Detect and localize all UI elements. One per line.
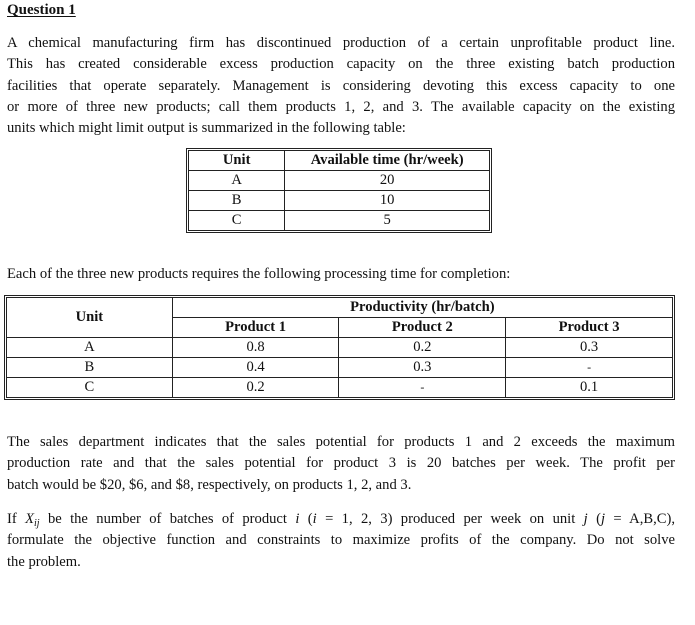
intro-paragraph (7, 33, 675, 139)
intro-line: facilities that operate separately. Management is considering devoting this excess capacity to one (7, 77, 675, 94)
table-header-row (189, 151, 490, 171)
unit-cell: B (189, 191, 285, 211)
task-line: the problem. (7, 553, 81, 570)
task-line: formulate the objective function and constraints to maximize profits of the company. Do not solve (7, 532, 675, 549)
table-row (189, 191, 490, 211)
time-cell: 10 (285, 191, 490, 211)
variable-i: i (312, 511, 317, 527)
unit-cell: B (7, 358, 173, 378)
productivity-table (6, 297, 673, 398)
table-row (189, 211, 490, 231)
intro-line: or more of three new products; call them products 1, 2, and 3. The available capacity on the existing (7, 98, 675, 115)
value-cell: 0.1 (506, 378, 673, 398)
variable-x: X (25, 511, 35, 527)
value-cell: 0.3 (506, 338, 673, 358)
product-2-header: Product 2 (339, 318, 506, 338)
sales-line: production rate and that the sales potential for product 3 is 20 batches per week. The profit per (7, 455, 675, 472)
text-fragment: = 1, 2, 3) produced per week on unit (316, 511, 584, 527)
available-time-header: Available time (hr/week) (285, 151, 490, 171)
value-cell: 0.8 (172, 338, 339, 358)
product-1-header: Product 1 (172, 318, 339, 338)
value-cell: 0.3 (339, 358, 506, 378)
variable-j: j (600, 511, 606, 527)
variable-i: i (295, 511, 300, 527)
time-cell: 5 (285, 211, 490, 231)
intro-line: units which might limit output is summarized in the following table: (7, 120, 406, 137)
table-row (7, 338, 673, 358)
value-cell: 0.2 (172, 378, 339, 398)
task-line (7, 509, 675, 530)
variable-subscript: ij (34, 518, 40, 529)
unit-cell: C (189, 211, 285, 231)
sales-line: The sales department indicates that the sales potential for products 1 and 2 exceeds the maximum (7, 434, 675, 450)
unit-cell: A (7, 338, 173, 358)
question-heading: Question 1 (7, 2, 76, 18)
unit-cell: A (189, 171, 285, 191)
productivity-group-header: Productivity (hr/batch) (172, 298, 672, 318)
intro-line: This has created considerable excess production capacity on the three existing batch production (7, 56, 675, 73)
table-row (7, 378, 673, 398)
processing-paragraph: Each of the three new products requires the following processing time for completion: (7, 266, 511, 282)
sales-line: batch would be $20, $6, and $8, respectively, on products 1, 2, and 3. (7, 476, 412, 493)
product-3-header: Product 3 (506, 318, 673, 338)
time-cell: 20 (285, 171, 490, 191)
text-fragment: If (7, 511, 26, 527)
value-cell: - (339, 378, 506, 398)
table-header-row (7, 298, 673, 318)
sales-paragraph (7, 432, 675, 496)
task-paragraph (7, 509, 675, 573)
variable-j: j (583, 511, 588, 527)
text-fragment: be the number of batches of product (39, 511, 296, 527)
value-cell: - (506, 358, 673, 378)
intro-line: A chemical manufacturing firm has discontinued production of a certain unprofitable product line. (7, 35, 675, 51)
unit-header: Unit (7, 298, 173, 338)
value-cell: 0.4 (172, 358, 339, 378)
text-fragment: ( (299, 511, 313, 527)
unit-header: Unit (189, 151, 285, 171)
unit-cell: C (7, 378, 173, 398)
value-cell: 0.2 (339, 338, 506, 358)
text-fragment: = A,B,C), (605, 511, 675, 527)
capacity-table (188, 150, 490, 231)
table-row (189, 171, 490, 191)
text-fragment: ( (587, 511, 601, 527)
table-row (7, 358, 673, 378)
